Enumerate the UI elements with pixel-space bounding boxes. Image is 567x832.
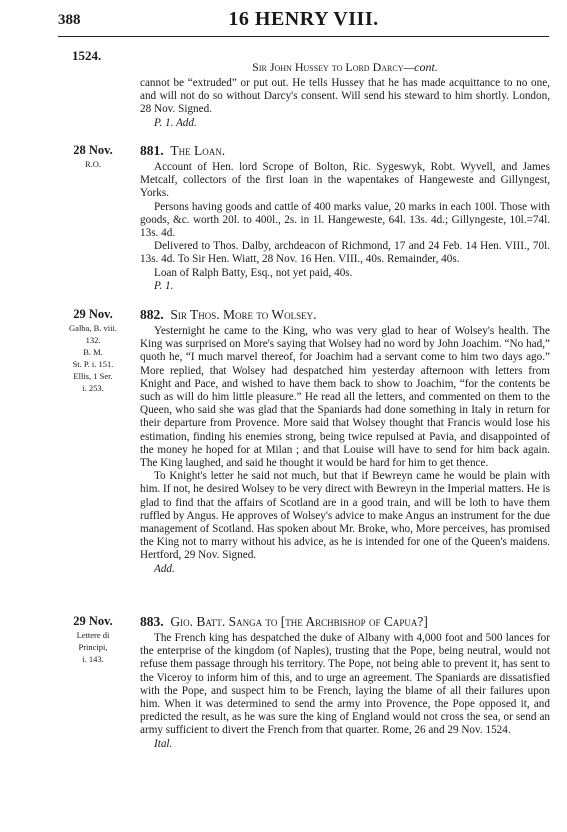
entry-source: Ellis, 1 Ser. [73,371,113,381]
entry-number: 881. [140,143,164,158]
entry-paragraph: Persons having goods and cattle of 400 marks value, 20 marks in each 100l. Those with goods, &c. worth 20l. to 400l., 2s. in 1l. Hangeweste, 64l. 13s. 4d.; Gillyngeste, 10l.=74l. 13s. 4d. [140,200,550,240]
entry-date: 29 Nov. [73,307,113,321]
year-label: 1524. [72,48,102,63]
entry-body [140,143,550,293]
entry-source: Galba, B. viii. [69,323,117,333]
entry-margin [52,143,134,170]
entry-number: 882. [140,307,164,322]
entry-source: 132. [85,335,101,345]
entry-source: Principi, [78,642,108,652]
entry-paragraph: cannot be “extruded” or put out. He tells Hussey that he has made acquittance to no one, and will not do so without Darcy's consent. Will send his steward to him shortly. London, 28 Nov. Signed. [140,77,550,116]
entry-source: R.O. [84,159,102,169]
entry-footnote: P. 1. [154,279,174,292]
entry-date: 29 Nov. [73,614,113,628]
entry-date: 28 Nov. [73,143,113,157]
entry-paragraph: Loan of Ralph Batty, Esq., not yet paid, 40s. [154,266,353,279]
page-header [58,8,549,37]
entry-source: i. 143. [82,654,104,664]
entry-number: 883. [140,614,164,629]
entry-footnote: Ital. [154,737,173,750]
entry-margin [52,614,134,665]
entry-footnote: P. 1. Add. [154,116,197,129]
entry-source: i. 253. [82,383,104,393]
entry-body [140,59,550,130]
entry-title: Sir Thos. More to Wolsey. [170,307,317,322]
entry-title: Sir John Hussey to Lord Darcy [252,60,404,74]
entry-paragraph: Yesternight he came to the King, who was very glad to hear of Wolsey's health. The King was surprised on More's saying that Wolsey had no word by John Joachim. “No had,” quoth he, “I much marvel thereof, for Joachim had a servant come to him two days ago.” More replied, that Wolsey had despatched him yesterday afternoon with letters from Knight and Pace, and wished to have them back to show to Joachim, “for the contents be such as will do him little pleasure.” He read all the letters, and commented on them to the Queen, who said she was glad that the Spaniards had done something in Italy in return for their departure from Provence. More said that Wolsey thought that Francis would lose his estimation, finding his enemies strong, being twice repulsed at Pavia, and disappointed of the money he hoped for at Milan ; and that Louise will have to send for him back again. The King laughed, and said he thought it would be hard for him to get thence. [140,325,550,470]
entry-heading [140,143,550,159]
running-title: 16 HENRY VIII. [228,8,379,30]
entry-paragraph: To Knight's letter he said not much, but that if Bewreyn came he would be plain with him. If not, he desired Wolsey to be very direct with Bewreyn in the Imperial matters. He is glad to find that the affairs of Scotland are in a good train, and will be loth to have them ruffled by Angus. He approves of Wolsey's advice to make Angus an instrument for the due management of Scotland. Has spoken about Mr. Broke, who, More perceives, has promised the King not to marry without his advice, as he is intended for one of the Queen's maidens. Hertford, 29 Nov. Signed. [140,470,550,562]
continuation-marker: —cont. [403,60,438,74]
entry-title: The Loan. [170,143,226,158]
entry-paragraph: The French king has despatched the duke of Albany with 4,000 foot and 500 lances for the enterprise of the kingdom (of Naples), trusting that the Pope, being neutral, would not refuse them passage through his territory. The Pope, not being able to prevent it, has sent to the Viceroy to inform him of this, and to urge an agreement. The Spaniards are dissatisfied with the Pope, and suspect him to be French, laying the blame of all their failures upon him. When it was determined to send the army into Provence, the Pope opposed it, and predicted the result, as he was sure the king of England would not cross the sea, or send an army sufficient to divert the French from that quarter. Rome, 26 and 29 Nov. 1524. [140,632,550,737]
entry-paragraph: Delivered to Thos. Dalby, archdeacon of Richmond, 17 and 24 Feb. 14 Hen. VIII., 70l. 13s. 4d. To Sir Hen. Wiatt, 28 Nov. 16 Hen. VIII., 40s. Remainder, 40s. [140,240,550,266]
entry-margin [52,307,134,394]
entry-body [140,614,550,751]
entry-heading [140,307,550,323]
entry-source: B. M. [83,347,103,357]
entry-title: Gio. Batt. Sanga to [the Archbishop of Capua?] [170,614,428,629]
entry-heading [140,59,550,75]
entry-footnote: Add. [154,562,175,575]
entry-body [140,307,550,576]
entry-source: St. P. i. 151. [72,359,114,369]
page-number: 388 [58,12,81,28]
entry-source: Lettere di [76,630,110,640]
entry-paragraph: Account of Hen. lord Scrope of Bolton, Ric. Sygeswyk, Robt. Wyvell, and James Metcalf, collectors of the first loan in the wapentakes of Hangeweste and Gillyngest, Yorks. [140,161,550,200]
entry-heading [140,614,550,630]
